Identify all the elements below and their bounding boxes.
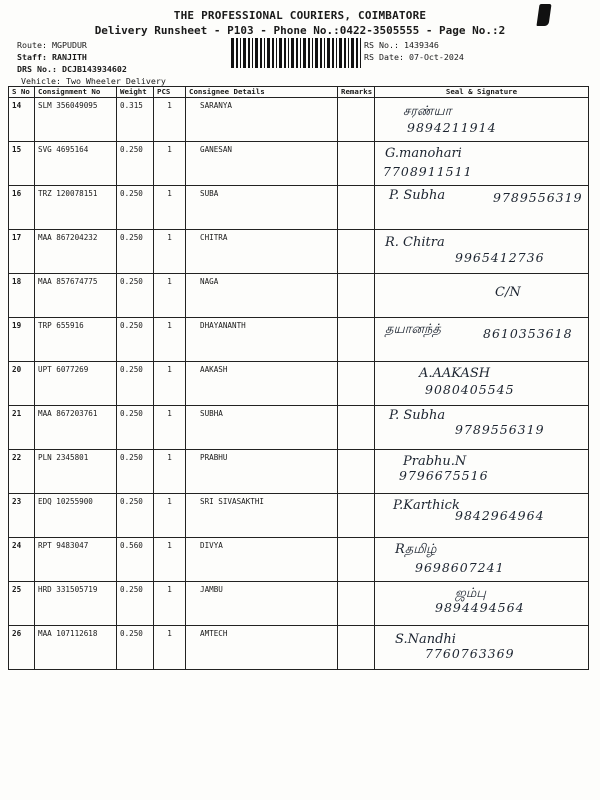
row-remarks xyxy=(338,230,375,274)
row-consignment: HRD 331505719 xyxy=(35,582,117,626)
table-row xyxy=(9,494,589,538)
table-row xyxy=(9,582,589,626)
row-weight: 0.250 xyxy=(117,494,154,538)
row-sno: 18 xyxy=(9,274,35,318)
barcode-bar xyxy=(344,38,346,68)
row-signature xyxy=(375,142,589,186)
row-remarks xyxy=(338,98,375,142)
row-signature xyxy=(375,362,589,406)
row-weight: 0.250 xyxy=(117,450,154,494)
table-row xyxy=(9,362,589,406)
row-sno: 14 xyxy=(9,98,35,142)
row-weight: 0.250 xyxy=(117,230,154,274)
barcode-bar xyxy=(303,38,306,68)
table-row xyxy=(9,406,589,450)
signature-name: Prabhu.N xyxy=(403,454,467,469)
row-signature xyxy=(375,98,589,142)
barcode-bar xyxy=(315,38,318,68)
barcode-bar xyxy=(351,38,354,68)
row-sno: 22 xyxy=(9,450,35,494)
table-row xyxy=(9,318,589,362)
row-sno: 16 xyxy=(9,186,35,230)
runsheet-heading: Delivery Runsheet - P103 - Phone No.:0422-3505555 - Page No.:2 xyxy=(94,24,506,37)
signature-phone: 9789556319 xyxy=(455,422,545,437)
barcode-bar xyxy=(284,38,286,68)
row-consignee: CHITRA xyxy=(186,230,338,274)
barcode-bar xyxy=(279,38,282,68)
row-sno: 25 xyxy=(9,582,35,626)
signature-phone: 7708911511 xyxy=(383,164,473,179)
row-consignee: SUBHA xyxy=(186,406,338,450)
row-consignment: MAA 857674775 xyxy=(35,274,117,318)
row-sno: 23 xyxy=(9,494,35,538)
row-signature xyxy=(375,582,589,626)
row-sno: 24 xyxy=(9,538,35,582)
delivery-table xyxy=(8,86,589,670)
signature-phone: 9789556319 xyxy=(493,190,583,205)
row-signature xyxy=(375,626,589,670)
table-row xyxy=(9,450,589,494)
table-row xyxy=(9,538,589,582)
col-sno: S No xyxy=(9,87,35,98)
barcode-bar xyxy=(288,38,289,68)
row-pcs: 1 xyxy=(154,318,186,362)
row-signature xyxy=(375,450,589,494)
rs-number: RS No.: 1439346 xyxy=(364,40,439,50)
barcode-bar xyxy=(291,38,294,68)
barcode-bar xyxy=(327,38,330,68)
row-consignment: RPT 9483047 xyxy=(35,538,117,582)
signature-name: P. Subha xyxy=(389,408,446,423)
row-sno: 17 xyxy=(9,230,35,274)
row-consignment: TRP 655916 xyxy=(35,318,117,362)
row-pcs: 1 xyxy=(154,274,186,318)
table-row xyxy=(9,626,589,670)
row-consignee: SRI SIVASAKTHI xyxy=(186,494,338,538)
row-weight: 0.250 xyxy=(117,142,154,186)
row-remarks xyxy=(338,626,375,670)
row-consignee: JAMBU xyxy=(186,582,338,626)
row-signature xyxy=(375,318,589,362)
row-weight: 0.250 xyxy=(117,406,154,450)
row-weight: 0.250 xyxy=(117,626,154,670)
barcode-bar xyxy=(252,38,253,68)
row-consignment: SVG 4695164 xyxy=(35,142,117,186)
row-remarks xyxy=(338,186,375,230)
runsheet-meta-left xyxy=(17,39,166,87)
table-row xyxy=(9,274,589,318)
row-weight: 0.250 xyxy=(117,274,154,318)
barcode-bar xyxy=(264,38,265,68)
row-remarks xyxy=(338,274,375,318)
signature-name: S.Nandhi xyxy=(395,632,456,647)
col-pcs: PCS xyxy=(154,87,186,98)
row-weight: 0.315 xyxy=(117,98,154,142)
barcode-bar xyxy=(243,38,246,68)
row-consignment: SLM 356049095 xyxy=(35,98,117,142)
signature-phone: 7760763369 xyxy=(425,646,515,661)
signature-name: Rதமிழ் xyxy=(395,542,437,557)
barcode-bar xyxy=(336,38,337,68)
runsheet-meta-right xyxy=(364,39,464,63)
table-header-row xyxy=(9,87,589,98)
row-consignment: MAA 867204232 xyxy=(35,230,117,274)
row-pcs: 1 xyxy=(154,494,186,538)
row-remarks xyxy=(338,494,375,538)
row-signature xyxy=(375,230,589,274)
barcode-bar xyxy=(272,38,274,68)
row-remarks xyxy=(338,318,375,362)
barcode-bar xyxy=(356,38,358,68)
barcode-bar xyxy=(267,38,270,68)
row-consignment: MAA 107112618 xyxy=(35,626,117,670)
row-pcs: 1 xyxy=(154,538,186,582)
staff-label: Staff: RANJITH xyxy=(17,52,87,62)
row-remarks xyxy=(338,450,375,494)
signature-phone: 9894211914 xyxy=(407,120,497,135)
barcode-bar xyxy=(339,38,342,68)
route-label: Route: MGPUDUR xyxy=(17,40,87,50)
rs-date: RS Date: 07-Oct-2024 xyxy=(364,52,464,62)
col-consignee: Consignee Details xyxy=(186,87,338,98)
row-pcs: 1 xyxy=(154,186,186,230)
table-row xyxy=(9,186,589,230)
signature-name: தயானந்த் xyxy=(385,322,441,337)
col-weight: Weight xyxy=(117,87,154,98)
row-consignee: DHAYANANTH xyxy=(186,318,338,362)
row-pcs: 1 xyxy=(154,450,186,494)
row-weight: 0.560 xyxy=(117,538,154,582)
row-consignment: EDQ 10255900 xyxy=(35,494,117,538)
signature-name: C/N xyxy=(495,285,521,300)
signature-phone: 9796675516 xyxy=(399,468,489,483)
signature-name: R. Chitra xyxy=(385,235,445,250)
row-signature xyxy=(375,538,589,582)
signature-name: A.AAKASH xyxy=(419,366,491,381)
drs-label: DRS No.: DCJB143934602 xyxy=(17,64,127,74)
row-remarks xyxy=(338,142,375,186)
signature-name: G.manohari xyxy=(385,146,462,161)
row-remarks xyxy=(338,362,375,406)
row-pcs: 1 xyxy=(154,362,186,406)
barcode-bar xyxy=(332,38,334,68)
row-weight: 0.250 xyxy=(117,362,154,406)
barcode-bar xyxy=(260,38,262,68)
row-sno: 26 xyxy=(9,626,35,670)
table-row xyxy=(9,142,589,186)
row-pcs: 1 xyxy=(154,582,186,626)
barcode-bar xyxy=(231,38,234,68)
signature-phone: 9080405545 xyxy=(425,382,515,397)
row-signature xyxy=(375,186,589,230)
row-remarks xyxy=(338,406,375,450)
row-weight: 0.250 xyxy=(117,582,154,626)
row-signature xyxy=(375,274,589,318)
row-sno: 21 xyxy=(9,406,35,450)
row-weight: 0.250 xyxy=(117,318,154,362)
row-consignment: TRZ 120078151 xyxy=(35,186,117,230)
barcode-bar xyxy=(348,38,349,68)
barcode-bar xyxy=(312,38,313,68)
row-consignee: GANESAN xyxy=(186,142,338,186)
col-consignment: Consignment No xyxy=(35,87,117,98)
barcode-bar xyxy=(248,38,250,68)
row-consignee: DIVYA xyxy=(186,538,338,582)
barcode-bar xyxy=(308,38,310,68)
row-consignee: AAKASH xyxy=(186,362,338,406)
barcode-bar xyxy=(320,38,322,68)
row-consignee: NAGA xyxy=(186,274,338,318)
signature-phone: 9965412736 xyxy=(455,250,545,265)
row-consignee: AMTECH xyxy=(186,626,338,670)
barcode-image xyxy=(231,38,361,68)
row-remarks xyxy=(338,538,375,582)
barcode-bar xyxy=(236,38,238,68)
row-remarks xyxy=(338,582,375,626)
signature-name: சரண்யா xyxy=(403,104,452,119)
barcode-bar xyxy=(324,38,325,68)
table-row xyxy=(9,230,589,274)
signature-name: ஜம்பு xyxy=(455,586,486,601)
barcode-bar xyxy=(240,38,241,68)
col-signature: Seal & Signature xyxy=(375,87,589,98)
row-consignee: PRABHU xyxy=(186,450,338,494)
row-consignment: UPT 6077269 xyxy=(35,362,117,406)
company-title: THE PROFESSIONAL COURIERS, COIMBATORE xyxy=(173,9,427,22)
table-row xyxy=(9,98,589,142)
signature-phone: 8610353618 xyxy=(483,326,573,341)
row-consignment: MAA 867203761 xyxy=(35,406,117,450)
signature-name: P.Karthick xyxy=(393,498,460,513)
barcode-bar xyxy=(296,38,298,68)
row-pcs: 1 xyxy=(154,406,186,450)
row-consignment: PLN 2345801 xyxy=(35,450,117,494)
barcode-bar xyxy=(276,38,277,68)
signature-phone: 9698607241 xyxy=(415,560,505,575)
row-weight: 0.250 xyxy=(117,186,154,230)
row-pcs: 1 xyxy=(154,626,186,670)
row-signature xyxy=(375,406,589,450)
row-signature xyxy=(375,494,589,538)
row-consignee: SARANYA xyxy=(186,98,338,142)
barcode-bar xyxy=(300,38,301,68)
barcode-bar xyxy=(255,38,258,68)
row-pcs: 1 xyxy=(154,142,186,186)
row-consignee: SUBA xyxy=(186,186,338,230)
row-pcs: 1 xyxy=(154,98,186,142)
row-sno: 15 xyxy=(9,142,35,186)
row-sno: 20 xyxy=(9,362,35,406)
row-sno: 19 xyxy=(9,318,35,362)
signature-phone: 9894494564 xyxy=(435,600,525,615)
row-pcs: 1 xyxy=(154,230,186,274)
signature-phone: 9842964964 xyxy=(455,508,545,523)
vehicle-label: Vehicle: Two Wheeler Delivery xyxy=(21,76,166,86)
col-remarks: Remarks xyxy=(338,87,375,98)
signature-name: P. Subha xyxy=(389,188,446,203)
barcode-bar xyxy=(360,38,361,68)
